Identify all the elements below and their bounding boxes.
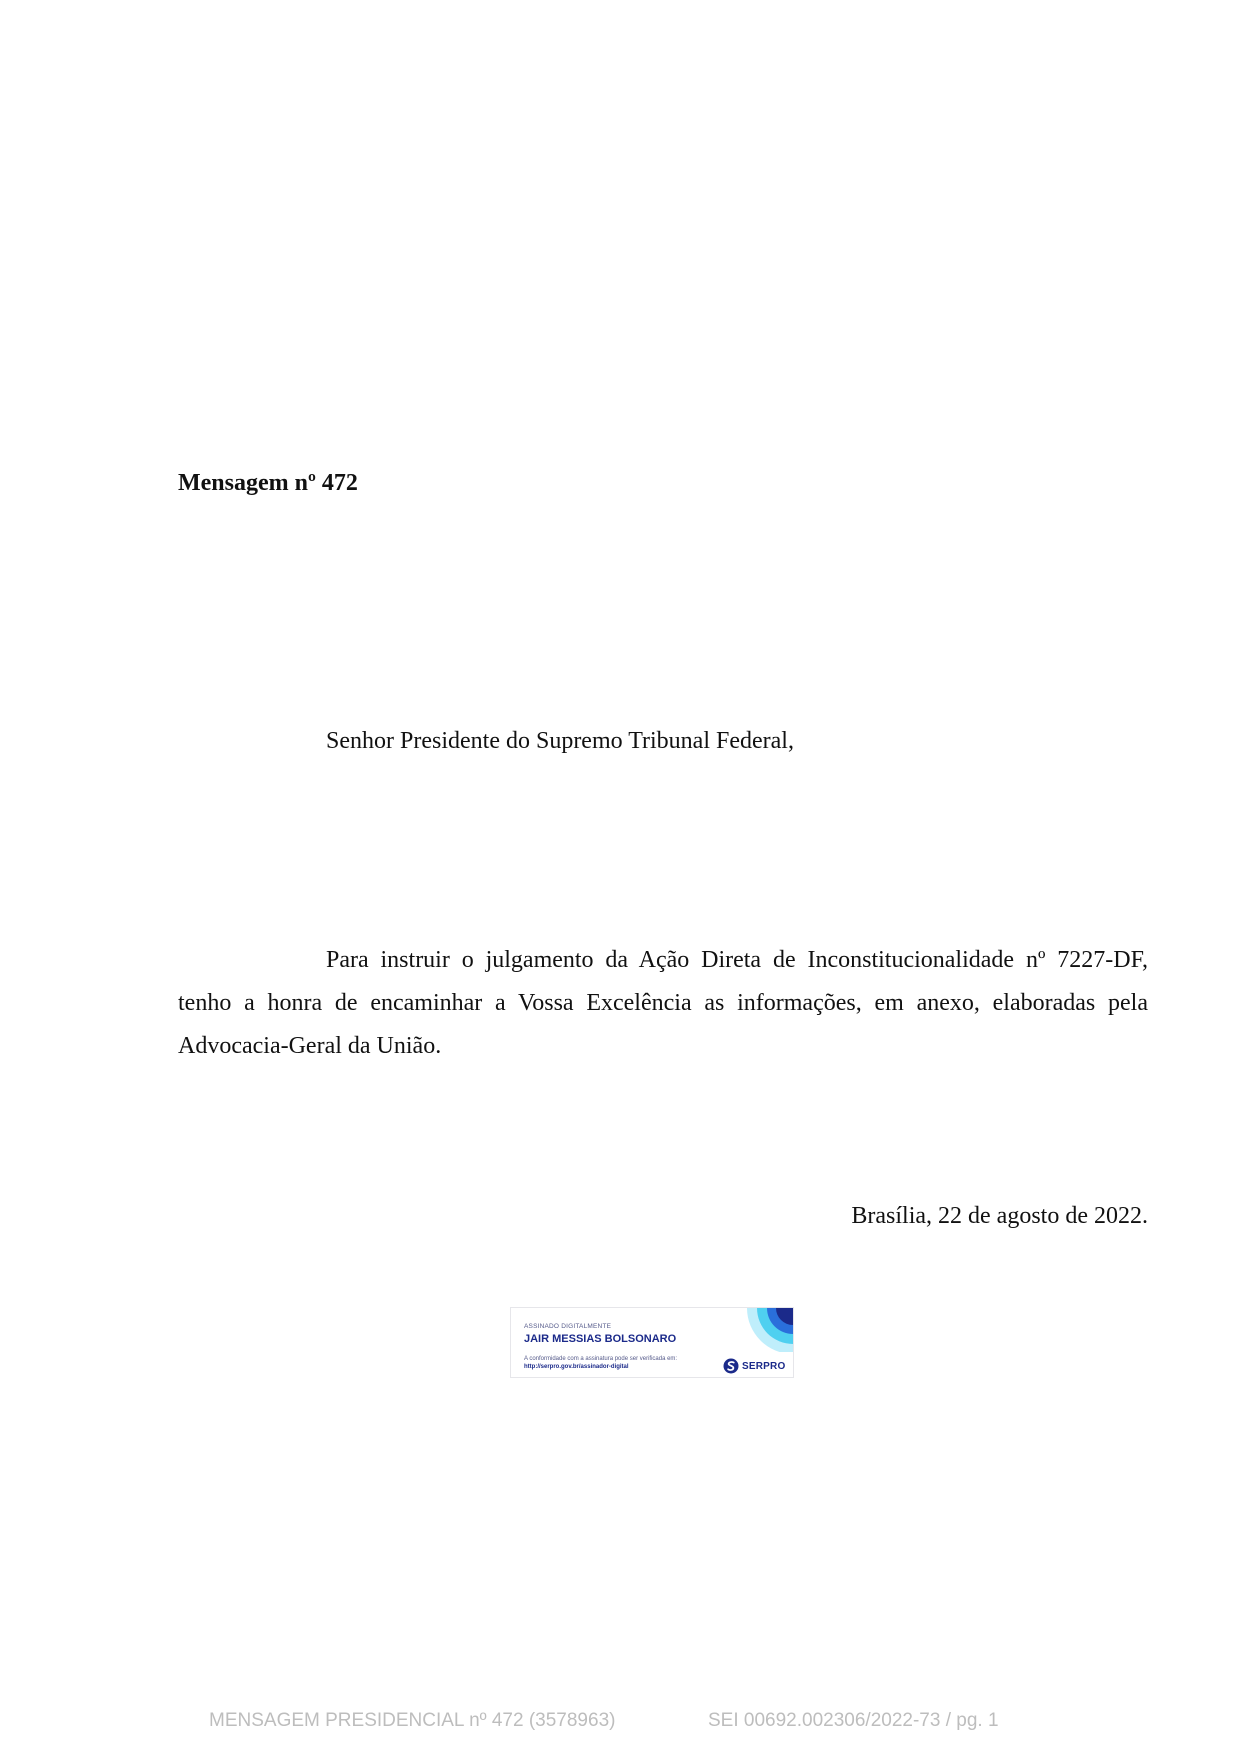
digital-signature-stamp: [510, 1307, 794, 1378]
serpro-logo: [723, 1358, 785, 1374]
verification-note: A conformidade com a assinatura pode ser verificada em:: [524, 1356, 678, 1362]
footer-sei-page: SEI 00692.002306/2022-73 / pg. 1: [708, 1710, 999, 1731]
verification-link: http://serpro.gov.br/assinador-digital: [524, 1364, 629, 1370]
signer-name: JAIR MESSIAS BOLSONARO: [524, 1333, 677, 1345]
salutation: Senhor Presidente do Supremo Tribunal Federal,: [326, 728, 794, 754]
serpro-brand-text: SERPRO: [742, 1360, 786, 1372]
footer-document-id: MENSAGEM PRESIDENCIAL nº 472 (3578963): [209, 1710, 616, 1731]
dateline: Brasília, 22 de agosto de 2022.: [851, 1203, 1148, 1229]
stamp-kicker: ASSINADO DIGITALMENTE: [524, 1323, 612, 1330]
message-heading: Mensagem nº 472: [178, 470, 358, 496]
body-paragraph: Para instruir o julgamento da Ação Direta de Inconstitucionalidade nº 7227-DF, tenho a honra de encaminhar a Vossa Excelência as informações, em anexo, elaboradas pela Advocacia-Geral da União.: [178, 947, 1148, 1059]
serpro-logo-icon: [723, 1358, 739, 1374]
decorative-arcs-icon: [745, 1308, 793, 1352]
